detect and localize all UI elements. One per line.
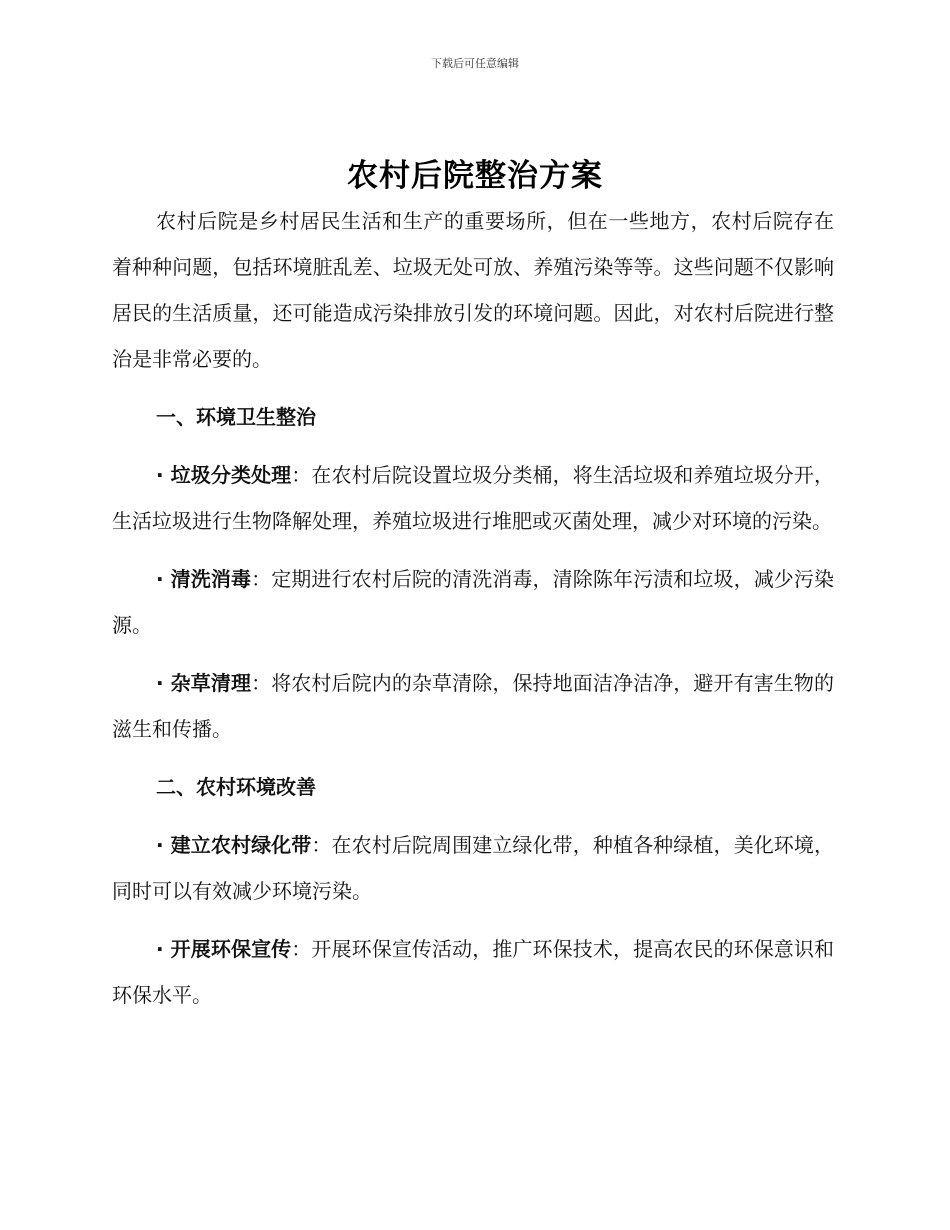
header-note: 下载后可任意编辑 — [431, 57, 519, 70]
list-item-cleaning-disinfection — [112, 556, 834, 648]
item-separator: ： — [251, 671, 272, 695]
item-term: · 垃圾分类处理 — [156, 463, 292, 487]
list-item-environmental-publicity — [112, 926, 834, 1018]
item-text: 将农村后院内的杂草清除，保持地面洁净洁净，避开有害生物的滋生和传播。 — [112, 671, 835, 741]
item-term: · 杂草清理 — [156, 671, 252, 695]
item-text: 在农村后院设置垃圾分类桶，将生活垃圾和养殖垃圾分开，生活垃圾进行生物降解处理，养殖垃圾进行堆肥或灭菌处理，减少对环境的污染。 — [112, 463, 835, 533]
item-text: 开展环保宣传活动，推广环保技术，提高农民的环保意识和环保水平。 — [112, 937, 835, 1007]
list-item-garbage-sorting — [112, 452, 834, 544]
item-text: 在农村后院周围建立绿化带，种植各种绿植，美化环境，同时可以有效减少环境污染。 — [112, 833, 835, 903]
document-body — [112, 198, 834, 1018]
item-term: · 建立农村绿化带 — [156, 833, 312, 857]
item-separator: ： — [291, 463, 312, 487]
item-separator: ： — [251, 567, 272, 591]
item-term: · 清洗消毒 — [156, 567, 252, 591]
item-separator: ： — [291, 937, 312, 961]
intro-paragraph: 农村后院是乡村居民生活和生产的重要场所，但在一些地方，农村后院存在着种种问题，包括环境脏乱差、垃圾无处可放、养殖污染等等。这些问题不仅影响居民的生活质量，还可能造成污染排放引发的环境问题。因此，对农村后院进行整治是非常必要的。 — [112, 209, 834, 371]
list-item-green-belt — [112, 822, 834, 914]
section-heading-rural-environment: 二、农村环境改善 — [156, 775, 316, 799]
document-title: 农村后院整治方案 — [347, 158, 603, 194]
section-heading-environment-sanitation: 一、环境卫生整治 — [156, 405, 316, 429]
item-separator: ： — [311, 833, 332, 857]
list-item-weed-clearing — [112, 660, 834, 752]
item-term: · 开展环保宣传 — [156, 937, 292, 961]
item-text: 定期进行农村后院的清洗消毒，清除陈年污渍和垃圾，减少污染源。 — [112, 567, 835, 637]
